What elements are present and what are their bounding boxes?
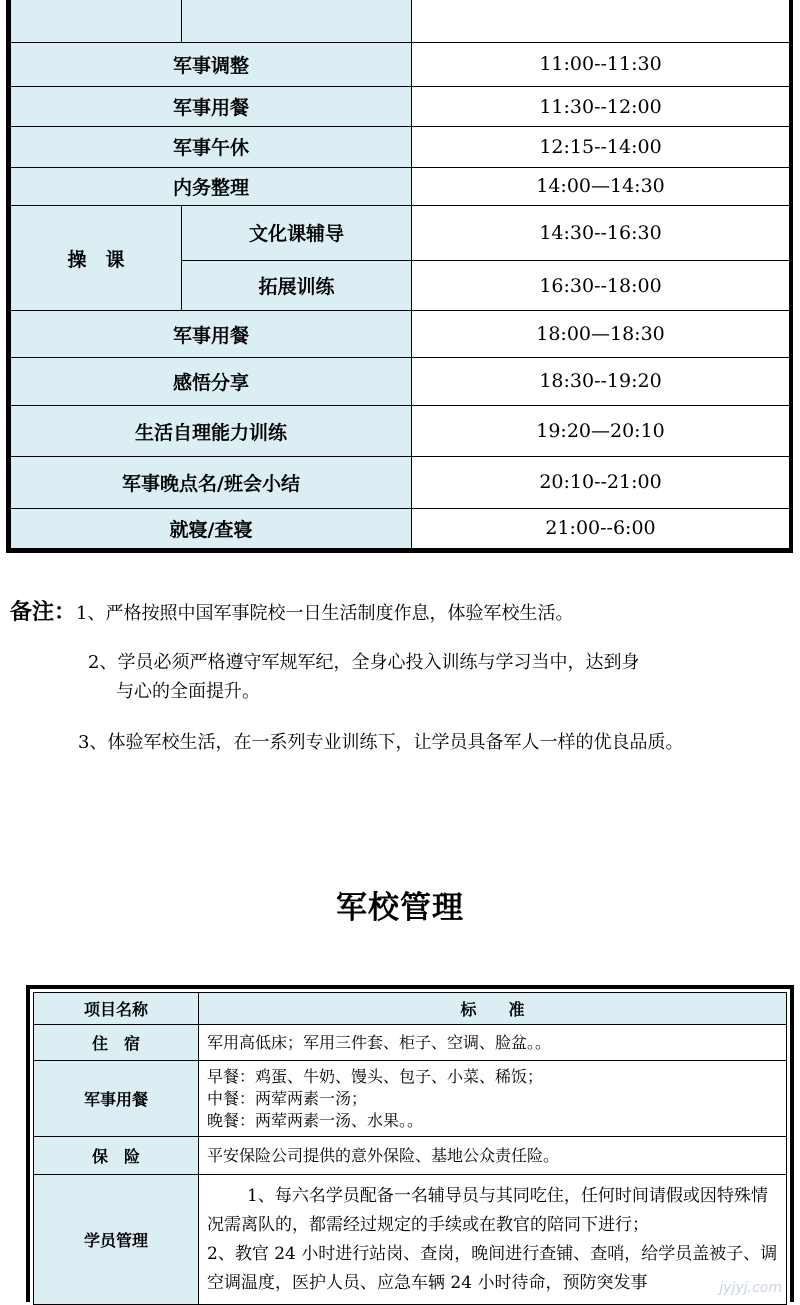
schedule-time: 16:30--18:00 — [412, 261, 790, 311]
note-heading-colon: ： — [54, 600, 77, 625]
table-row — [34, 1137, 787, 1175]
schedule-activity: 内务整理 — [11, 167, 412, 205]
schedule-cell-empty — [11, 0, 182, 42]
schedule-activity: 感悟分享 — [11, 357, 412, 405]
table-header-row — [34, 993, 787, 1025]
note-1 — [10, 598, 790, 628]
row-label: 保 险 — [34, 1137, 199, 1175]
note-2 — [88, 648, 788, 706]
note-3: 3、体验军校生活，在一系列专业训练下，让学员具备军人一样的优良品质。 — [78, 732, 684, 753]
schedule-activity: 军事午休 — [11, 127, 412, 167]
management-table — [26, 985, 794, 1302]
management-rule-2: 2、教官 24 小时进行站岗、查岗，晚间进行查铺、查哨，给学员盖被子、调空调温度，医护人员、应急车辆 24 小时待命，预防突发事 — [207, 1243, 778, 1293]
row-value — [199, 1061, 787, 1137]
table-row — [34, 1025, 787, 1061]
meal-lunch: 中餐：两荤两素一汤； — [207, 1088, 368, 1108]
schedule-time: 12:15--14:00 — [412, 127, 790, 167]
table-row — [11, 42, 790, 86]
schedule-time: 14:30--16:30 — [412, 205, 790, 260]
note-1-text: 1、严格按照中国军事院校一日生活制度作息，体验军校生活。 — [76, 603, 574, 624]
table-row — [11, 508, 790, 548]
row-label: 住 宿 — [34, 1025, 199, 1061]
table-row — [11, 127, 790, 167]
note-2-text: 2、学员必须严格遵守军规军纪，全身心投入训练与学习当中，达到身 — [88, 652, 640, 673]
note-heading: 备注 — [10, 600, 55, 625]
row-label: 学员管理 — [34, 1175, 199, 1305]
schedule-time: 20:10--21:00 — [412, 457, 790, 508]
schedule-time — [412, 0, 790, 42]
schedule-activity: 生活自理能力训练 — [11, 406, 412, 457]
table-row — [11, 311, 790, 357]
meal-dinner: 晚餐：两荤两素一汤、水果。。 — [207, 1110, 424, 1130]
row-value: 平安保险公司提供的意外保险、基地公众责任险。 — [199, 1137, 787, 1175]
schedule-time: 11:00--11:30 — [412, 42, 790, 86]
table-row — [11, 205, 790, 260]
schedule-table — [6, 0, 793, 553]
row-label: 军事用餐 — [34, 1061, 199, 1137]
schedule-cell-empty — [182, 0, 412, 42]
table-row — [11, 0, 790, 42]
table-row — [11, 167, 790, 205]
schedule-activity: 军事调整 — [11, 42, 412, 86]
table-row — [11, 457, 790, 508]
header-item-name: 项目名称 — [34, 993, 199, 1025]
schedule-activity: 军事晚点名/班会小结 — [11, 457, 412, 508]
schedule-activity: 拓展训练 — [182, 261, 412, 311]
note-2-continuation: 与心的全面提升。 — [116, 681, 260, 702]
schedule-time: 14:00—14:30 — [412, 167, 790, 205]
schedule-time: 21:00--6:00 — [412, 508, 790, 548]
table-row — [11, 406, 790, 457]
row-value: 军用高低床；军用三件套、柜子、空调、脸盆。。 — [199, 1025, 787, 1061]
table-row — [11, 357, 790, 405]
schedule-time: 11:30--12:00 — [412, 87, 790, 127]
schedule-time: 18:30--19:20 — [412, 357, 790, 405]
watermark-text: jyjyj.com — [719, 1280, 782, 1296]
meal-breakfast: 早餐：鸡蛋、牛奶、馒头、包子、小菜、稀饭； — [207, 1066, 544, 1086]
schedule-group-label: 操 课 — [11, 205, 182, 311]
schedule-activity: 军事用餐 — [11, 87, 412, 127]
schedule-activity: 军事用餐 — [11, 311, 412, 357]
table-row — [11, 87, 790, 127]
schedule-activity: 文化课辅导 — [182, 205, 412, 260]
header-standard: 标 准 — [199, 993, 787, 1025]
schedule-time: 19:20—20:10 — [412, 406, 790, 457]
management-rule-1: 1、每六名学员配备一名辅导员与其同吃住，任何时间请假或因特殊情况需离队的，都需经过规定的手续或在教官的陪同下进行； — [207, 1185, 768, 1235]
table-row — [34, 1175, 787, 1305]
schedule-activity: 就寝/查寝 — [11, 508, 412, 548]
row-value — [199, 1175, 787, 1305]
table-row — [34, 1061, 787, 1137]
schedule-time: 18:00—18:30 — [412, 311, 790, 357]
section-title: 军校管理 — [336, 890, 464, 926]
